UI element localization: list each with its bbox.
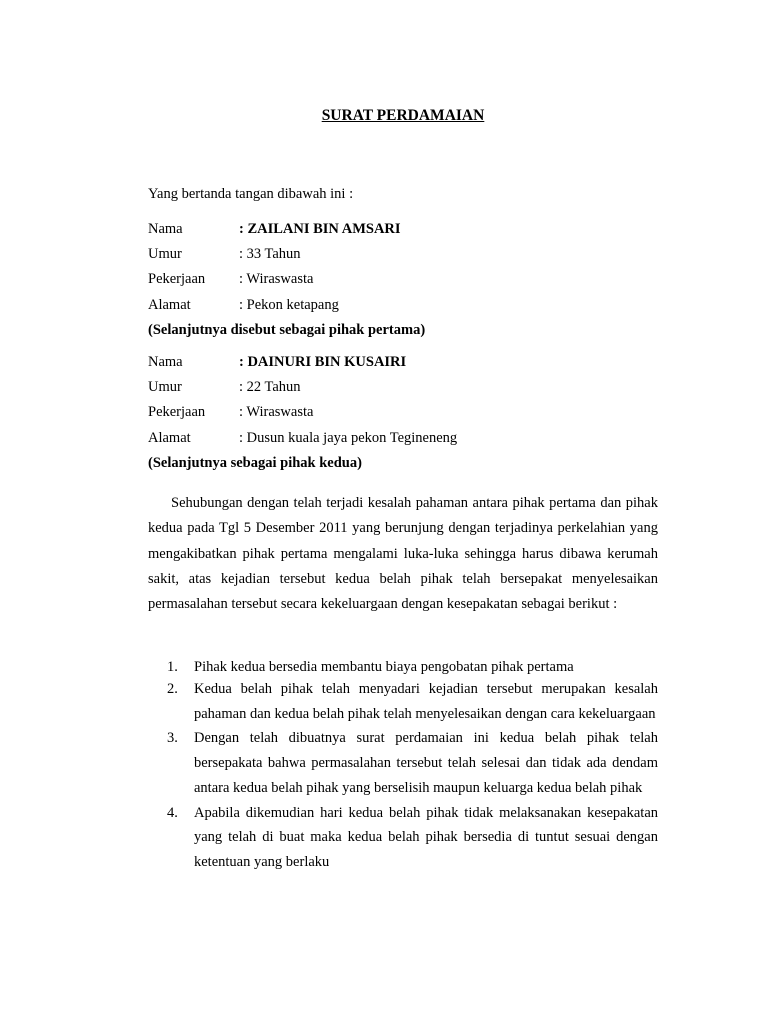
list-text: Pihak kedua bersedia membantu biaya pengobatan pihak pertama [194,659,574,675]
party-second-name-row [148,352,668,377]
field-value: : Wiraswasta [239,271,314,288]
field-value: : DAINURI BIN KUSAIRI [239,354,407,370]
list-number: 2. [167,681,178,697]
field-label: Umur [148,246,182,263]
list-number: 3. [167,730,178,747]
party-second-address-row [148,428,668,453]
list-item [0,657,658,677]
field-label: Pekerjaan [148,404,206,421]
party-second-summary: (Selanjutnya sebagai pihak kedua) [148,454,362,471]
field-label: Pekerjaan [148,271,206,288]
field-label: Nama [148,354,183,370]
field-value: : ZAILANI BIN AMSARI [239,221,401,237]
party-second-job-row [148,402,668,427]
list-item [0,801,658,875]
party-second-age-row [148,377,668,402]
list-number: 4. [167,804,178,821]
field-value: : 33 Tahun [239,246,301,263]
field-value: : Pekon ketapang [239,296,339,313]
list-item [0,677,658,726]
party-first-address-row [148,295,668,320]
party-first-job-row [148,269,668,294]
party-first-age-row [148,244,668,269]
agreement-list [0,657,658,875]
field-label: Umur [148,379,182,396]
document-title: SURAT PERDAMAIAN [321,107,485,124]
party-second-block [148,352,668,475]
field-label: Nama [148,221,183,237]
field-value: : 22 Tahun [239,379,301,396]
list-number: 1. [167,659,178,675]
body-paragraph: Sehubungan dengan telah terjadi kesalah pahaman antara pihak pertama dan pihak kedua pada Tgl 5 Desember 2011 yang berunjung dengan terjadinya perkelahian yang mengakibatkan pihak pertama mengalami luka-luka sehingga harus dibawa kerumah sakit, atas kejadian tersebut kedua belah pihak telah bersepakat menyelesaikan permasalahan tersebut secara kekeluargaan dengan kesepakatan sebagai berikut : [148,495,658,613]
field-label: Alamat [148,429,191,446]
field-value: : Wiraswasta [239,404,314,421]
party-first-summary: (Selanjutnya disebut sebagai pihak pertama) [148,321,426,338]
list-item [0,726,658,800]
list-text: Apabila dikemudian hari kedua belah pihak tidak melaksanakan kesepakatan yang telah di buat maka kedua belah pihak bersedia di tuntut sesuai dengan ketentuan yang berlaku [194,804,658,870]
party-first-name-row [148,219,668,244]
list-text: Kedua belah pihak telah menyadari kejadian tersebut merupakan kesalah pahaman dan kedua belah pihak telah menyelesaikan dengan cara kekeluargaan [194,681,658,722]
intro-text: Yang bertanda tangan dibawah ini : [148,186,354,202]
party-first-block [148,219,668,342]
field-label: Alamat [148,296,191,313]
field-value: : Dusun kuala jaya pekon Tegineneng [239,429,458,446]
list-text: Dengan telah dibuatnya surat perdamaian ini kedua belah pihak telah bersepakata bahwa permasalahan tersebut telah selesai dan tidak ada dendam antara kedua belah pihak yang berselisih maupun keluarga kedua belah pihak [194,730,658,796]
